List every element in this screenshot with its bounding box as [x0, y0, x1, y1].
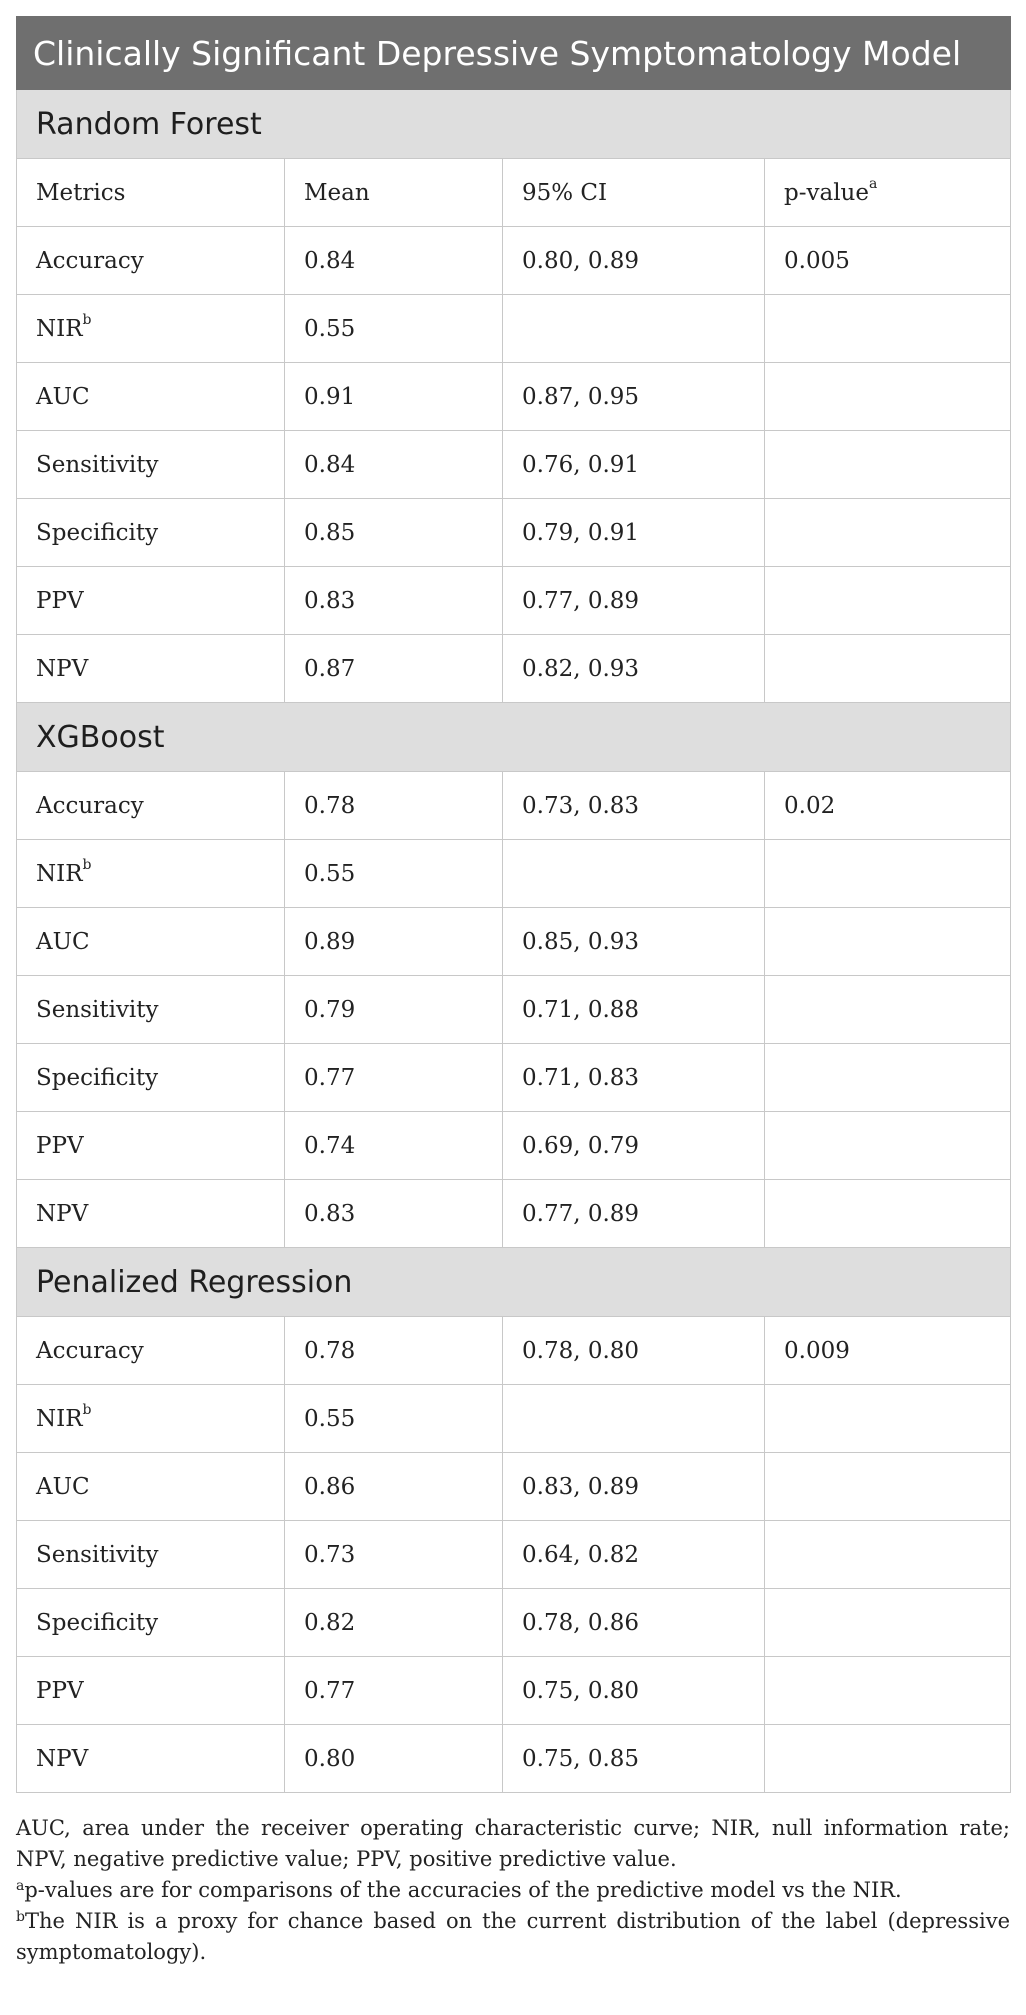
column-header-mean — [285, 159, 503, 227]
mean-cell: 0.55 — [285, 1385, 503, 1453]
mean-cell: 0.89 — [285, 908, 503, 976]
pvalue-cell: 0.02 — [765, 772, 1011, 840]
table-row — [17, 1657, 1011, 1725]
table-row — [17, 976, 1011, 1044]
metric-name: NIR — [36, 315, 83, 342]
metric-name: NIR — [36, 1405, 83, 1432]
metric-name: NPV — [36, 1200, 89, 1227]
section-title: XGBoost — [17, 703, 1011, 772]
pvalue-cell — [765, 1385, 1011, 1453]
mean-cell: 0.73 — [285, 1521, 503, 1589]
metric-cell — [17, 1044, 285, 1112]
metric-cell — [17, 1657, 285, 1725]
metric-name: NPV — [36, 655, 89, 682]
ci-cell: 0.73, 0.83 — [503, 772, 765, 840]
ci-cell: 0.75, 0.80 — [503, 1657, 765, 1725]
column-header-metrics-label: Metrics — [36, 179, 126, 206]
page — [16, 16, 1010, 1968]
results-table — [16, 16, 1011, 1793]
metric-name: Accuracy — [36, 1337, 144, 1364]
ci-cell: 0.64, 0.82 — [503, 1521, 765, 1589]
table-row — [17, 840, 1011, 908]
mean-cell: 0.74 — [285, 1112, 503, 1180]
table-row — [17, 635, 1011, 703]
pvalue-cell — [765, 1589, 1011, 1657]
metric-cell — [17, 1725, 285, 1793]
metric-cell — [17, 840, 285, 908]
metric-cell — [17, 976, 285, 1044]
ci-cell: 0.76, 0.91 — [503, 431, 765, 499]
metric-cell — [17, 1453, 285, 1521]
footnote-a-text: p-values are for comparisons of the accuracies of the predictive model vs the NIR. — [24, 1878, 902, 1902]
pvalue-cell: 0.009 — [765, 1317, 1011, 1385]
pvalue-cell — [765, 1112, 1011, 1180]
ci-cell: 0.77, 0.89 — [503, 567, 765, 635]
pvalue-cell — [765, 499, 1011, 567]
footnote-a — [16, 1875, 1010, 1906]
metric-cell — [17, 908, 285, 976]
mean-cell: 0.78 — [285, 1317, 503, 1385]
mean-cell: 0.84 — [285, 227, 503, 295]
column-header-row — [17, 159, 1011, 227]
table-row — [17, 1725, 1011, 1793]
column-header-ci-label: 95% CI — [522, 179, 608, 206]
table-row — [17, 567, 1011, 635]
metric-footnote-mark: b — [82, 856, 92, 873]
metric-cell — [17, 772, 285, 840]
metric-name: AUC — [36, 383, 90, 410]
section-title: Penalized Regression — [17, 1248, 1011, 1317]
section-title: Random Forest — [17, 90, 1011, 159]
table-row — [17, 1112, 1011, 1180]
column-header-pvalue — [765, 159, 1011, 227]
ci-cell: 0.87, 0.95 — [503, 363, 765, 431]
section-header-row — [17, 90, 1011, 159]
ci-cell: 0.75, 0.85 — [503, 1725, 765, 1793]
mean-cell: 0.84 — [285, 431, 503, 499]
metric-cell — [17, 295, 285, 363]
table-title: Clinically Significant Depressive Symptomatology Model — [17, 17, 1011, 90]
ci-cell: 0.79, 0.91 — [503, 499, 765, 567]
table-row — [17, 1385, 1011, 1453]
ci-cell: 0.85, 0.93 — [503, 908, 765, 976]
metric-name: NIR — [36, 860, 83, 887]
metric-cell — [17, 635, 285, 703]
mean-cell: 0.87 — [285, 635, 503, 703]
ci-cell — [503, 1385, 765, 1453]
metric-cell — [17, 499, 285, 567]
mean-cell: 0.77 — [285, 1044, 503, 1112]
ci-cell: 0.78, 0.80 — [503, 1317, 765, 1385]
metric-footnote-mark: b — [82, 311, 92, 328]
pvalue-cell: 0.005 — [765, 227, 1011, 295]
pvalue-cell — [765, 1044, 1011, 1112]
mean-cell: 0.85 — [285, 499, 503, 567]
footnotes — [16, 1813, 1010, 1968]
column-header-ci — [503, 159, 765, 227]
pvalue-cell — [765, 295, 1011, 363]
pvalue-cell — [765, 1521, 1011, 1589]
metric-cell — [17, 1385, 285, 1453]
mean-cell: 0.91 — [285, 363, 503, 431]
ci-cell: 0.71, 0.83 — [503, 1044, 765, 1112]
metric-cell — [17, 431, 285, 499]
table-row — [17, 1044, 1011, 1112]
column-header-mean-label: Mean — [304, 179, 370, 206]
ci-cell — [503, 840, 765, 908]
mean-cell: 0.86 — [285, 1453, 503, 1521]
footnote-b-text: The NIR is a proxy for chance based on the current distribution of the label (depressive symptomatology). — [16, 1909, 1010, 1964]
column-header-pvalue-label: p-value — [784, 179, 869, 206]
metric-cell — [17, 567, 285, 635]
metric-name: PPV — [36, 1677, 84, 1704]
pvalue-cell — [765, 431, 1011, 499]
mean-cell: 0.82 — [285, 1589, 503, 1657]
pvalue-cell — [765, 840, 1011, 908]
column-header-metrics — [17, 159, 285, 227]
metric-name: AUC — [36, 928, 90, 955]
table-row — [17, 1180, 1011, 1248]
pvalue-cell — [765, 635, 1011, 703]
metric-name: PPV — [36, 1132, 84, 1159]
metric-name: Accuracy — [36, 247, 144, 274]
metric-name: Sensitivity — [36, 996, 159, 1023]
footnote-abbreviations: AUC, area under the receiver operating characteristic curve; NIR, null information rate; NPV, negative predictive value; PPV, positive predictive value. — [16, 1816, 1010, 1871]
pvalue-cell — [765, 567, 1011, 635]
metric-name: Accuracy — [36, 792, 144, 819]
ci-cell: 0.69, 0.79 — [503, 1112, 765, 1180]
table-row — [17, 295, 1011, 363]
ci-cell: 0.83, 0.89 — [503, 1453, 765, 1521]
pvalue-footnote-mark: a — [868, 175, 878, 192]
pvalue-cell — [765, 908, 1011, 976]
ci-cell: 0.82, 0.93 — [503, 635, 765, 703]
metric-cell — [17, 1317, 285, 1385]
mean-cell: 0.79 — [285, 976, 503, 1044]
metric-cell — [17, 1521, 285, 1589]
mean-cell: 0.77 — [285, 1657, 503, 1725]
mean-cell: 0.80 — [285, 1725, 503, 1793]
metric-name: Sensitivity — [36, 451, 159, 478]
table-row — [17, 431, 1011, 499]
ci-cell: 0.77, 0.89 — [503, 1180, 765, 1248]
table-title-row — [17, 17, 1011, 90]
table-row — [17, 499, 1011, 567]
mean-cell: 0.55 — [285, 295, 503, 363]
footnote-a-mark: a — [16, 1878, 25, 1894]
metric-cell — [17, 363, 285, 431]
mean-cell: 0.55 — [285, 840, 503, 908]
pvalue-cell — [765, 1453, 1011, 1521]
metric-name: Specificity — [36, 1609, 159, 1636]
table-row — [17, 227, 1011, 295]
table-row — [17, 363, 1011, 431]
footnote-b — [16, 1906, 1010, 1968]
metric-cell — [17, 1112, 285, 1180]
mean-cell: 0.83 — [285, 1180, 503, 1248]
ci-cell: 0.80, 0.89 — [503, 227, 765, 295]
metric-name: Sensitivity — [36, 1541, 159, 1568]
table-row — [17, 1317, 1011, 1385]
pvalue-cell — [765, 1657, 1011, 1725]
pvalue-cell — [765, 1725, 1011, 1793]
table-row — [17, 1453, 1011, 1521]
table-row — [17, 1589, 1011, 1657]
section-header-row — [17, 703, 1011, 772]
metric-name: Specificity — [36, 1064, 159, 1091]
pvalue-cell — [765, 1180, 1011, 1248]
ci-cell — [503, 295, 765, 363]
metric-cell — [17, 227, 285, 295]
footnote-b-mark: b — [16, 1909, 25, 1925]
pvalue-cell — [765, 976, 1011, 1044]
mean-cell: 0.78 — [285, 772, 503, 840]
ci-cell: 0.71, 0.88 — [503, 976, 765, 1044]
mean-cell: 0.83 — [285, 567, 503, 635]
metric-name: PPV — [36, 587, 84, 614]
metric-cell — [17, 1180, 285, 1248]
metric-cell — [17, 1589, 285, 1657]
section-header-row — [17, 1248, 1011, 1317]
table-row — [17, 908, 1011, 976]
table-row — [17, 1521, 1011, 1589]
metric-name: AUC — [36, 1473, 90, 1500]
pvalue-cell — [765, 363, 1011, 431]
metric-name: Specificity — [36, 519, 159, 546]
metric-footnote-mark: b — [82, 1401, 92, 1418]
results-table-body — [17, 17, 1011, 1793]
metric-name: NPV — [36, 1745, 89, 1772]
ci-cell: 0.78, 0.86 — [503, 1589, 765, 1657]
table-row — [17, 772, 1011, 840]
